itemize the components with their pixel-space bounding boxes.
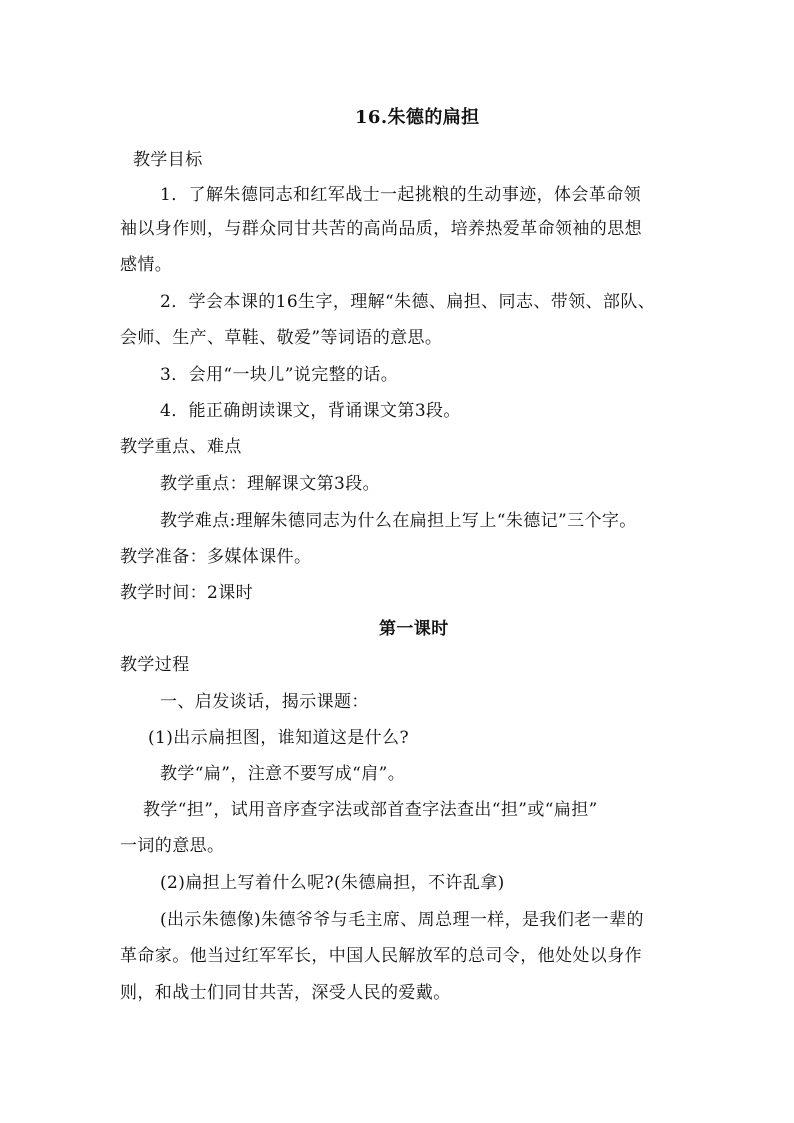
paragraph-line-3: 则，和战士们同甘共苦，深受人民的爱戴。 <box>120 983 451 1003</box>
teach-bian: 教学“扁”，注意不要写成“肩”。 <box>160 764 406 784</box>
keypoints-heading: 教学重点、难点 <box>120 437 242 457</box>
difficulty: 教学难点:理解朱德同志为什么在扁担上写上“朱德记”三个字。 <box>160 511 637 531</box>
lesson-title: 16.朱德的扁担 <box>355 107 480 128</box>
step-1: 一、启发谈话，揭示课题： <box>160 692 369 712</box>
step-1-1: (1)出示扁担图，谁知道这是什么? <box>148 728 409 748</box>
step-1-2: (2)扁担上写着什么呢?(朱德扁担，不许乱拿) <box>160 873 505 893</box>
goal-3: 3．会用“一块儿”说完整的话。 <box>160 365 399 385</box>
goal-1-line-3: 感情。 <box>120 255 173 275</box>
paragraph-line-1: (出示朱德像)朱德爷爷与毛主席、周总理一样，是我们老一辈的 <box>160 910 644 930</box>
goal-2-line-2: 会师、生产、草鞋、敬爱”等词语的意思。 <box>120 328 443 348</box>
goals-heading: 教学目标 <box>133 150 203 170</box>
goal-1-line-2: 袖以身作则，与群众同甘共苦的高尚品质，培养热爱革命领袖的思想 <box>120 219 642 239</box>
process-heading: 教学过程 <box>120 655 190 675</box>
goal-4: 4．能正确朗读课文，背诵课文第3段。 <box>160 401 461 421</box>
goal-1-line-1: 1．了解朱德同志和红军战士一起挑粮的生动事迹，体会革命领 <box>160 185 642 205</box>
paragraph-line-2: 革命家。他当过红军军长，中国人民解放军的总司令，他处处以身作 <box>120 946 642 966</box>
lesson-heading: 第一课时 <box>379 619 449 639</box>
preparation: 教学准备：多媒体课件。 <box>120 547 312 567</box>
teaching-time: 教学时间：2课时 <box>120 583 254 603</box>
teach-dan-line-1: 教学“担”，试用音序查字法或部首查字法查出“担”或“扁担” <box>143 800 598 820</box>
keypoint: 教学重点：理解课文第3段。 <box>160 474 381 494</box>
teach-dan-line-2: 一词的意思。 <box>120 836 225 856</box>
goal-2-line-1: 2．学会本课的16生字，理解“朱德、扁担、同志、带领、部队、 <box>160 292 656 312</box>
